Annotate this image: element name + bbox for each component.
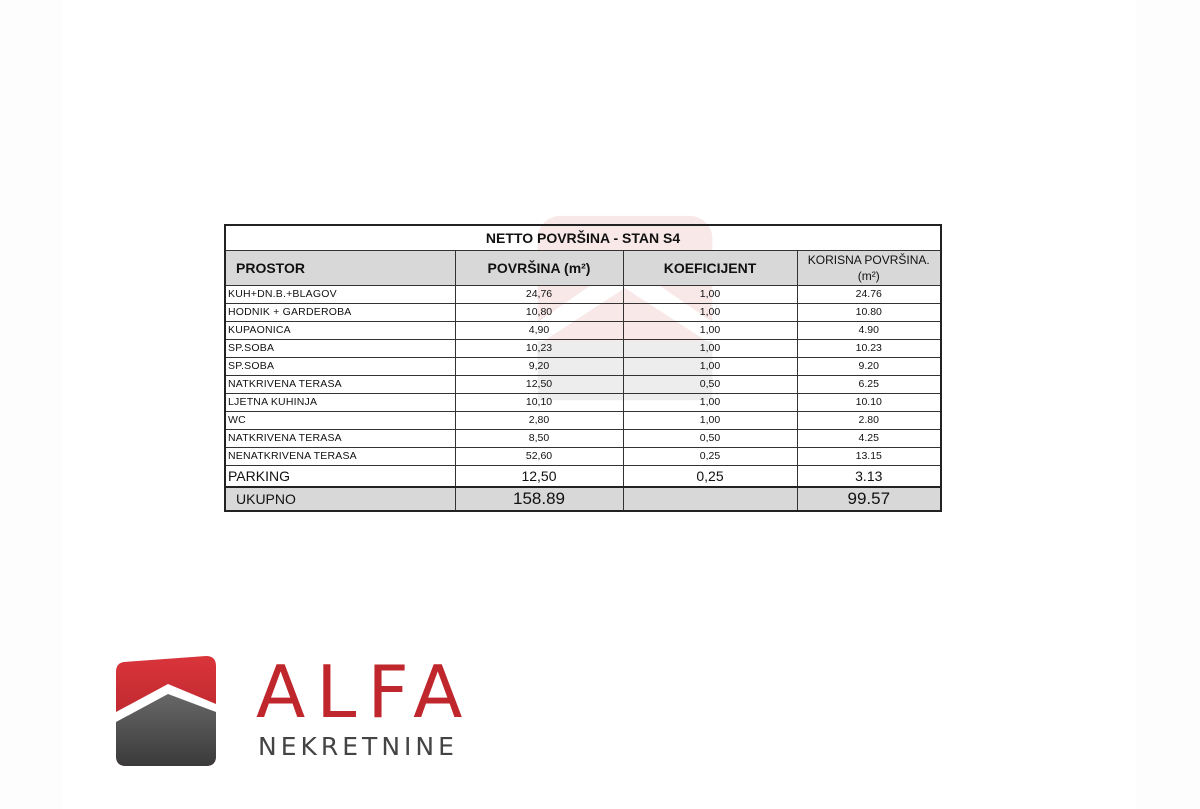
cell-povrsina: 2,80 [455, 412, 623, 430]
table-row [225, 448, 941, 466]
cell-korisna: 2.80 [797, 412, 941, 430]
house-roof-logo-icon [112, 654, 218, 768]
table-title: NETTO POVRŠINA - STAN S4 [225, 225, 941, 251]
cell-koeficijent: 1,00 [623, 358, 797, 376]
table-row [225, 394, 941, 412]
table-row [225, 412, 941, 430]
table-row [225, 430, 941, 448]
table-row [225, 376, 941, 394]
header-korisna-povrsina: KORISNA POVRŠINA. (m²) [797, 251, 941, 286]
cell-korisna: 10.10 [797, 394, 941, 412]
cell-prostor: HODNIK + GARDEROBA [225, 304, 455, 322]
cell-povrsina: 9,20 [455, 358, 623, 376]
cell-povrsina: 8,50 [455, 430, 623, 448]
cell-prostor: NATKRIVENA TERASA [225, 376, 455, 394]
total-povrsina: 158.89 [455, 487, 623, 511]
cell-koeficijent: 1,00 [623, 286, 797, 304]
cell-prostor: LJETNA KUHINJA [225, 394, 455, 412]
cell-prostor: SP.SOBA [225, 358, 455, 376]
cell-povrsina: 10,80 [455, 304, 623, 322]
cell-povrsina: 24,76 [455, 286, 623, 304]
table-header-row [225, 251, 941, 286]
cell-parking-label: PARKING [225, 466, 455, 488]
total-korisna: 99.57 [797, 487, 941, 511]
cell-koeficijent: 0,25 [623, 448, 797, 466]
cell-povrsina: 12,50 [455, 376, 623, 394]
cell-prostor: SP.SOBA [225, 340, 455, 358]
header-prostor: PROSTOR [225, 251, 455, 286]
cell-korisna: 4.90 [797, 322, 941, 340]
header-koeficijent: KOEFICIJENT [623, 251, 797, 286]
cell-koeficijent: 1,00 [623, 412, 797, 430]
total-label: UKUPNO [225, 487, 455, 511]
area-table [224, 224, 942, 512]
table-row [225, 358, 941, 376]
cell-parking-korisna: 3.13 [797, 466, 941, 488]
cell-povrsina: 10,23 [455, 340, 623, 358]
cell-koeficijent: 1,00 [623, 394, 797, 412]
table-title-row [225, 225, 941, 251]
cell-korisna: 10.23 [797, 340, 941, 358]
cell-koeficijent: 1,00 [623, 322, 797, 340]
cell-prostor: WC [225, 412, 455, 430]
table-row [225, 286, 941, 304]
cell-parking-povrsina: 12,50 [455, 466, 623, 488]
brand-name: ALFA [256, 650, 474, 734]
cell-korisna: 24.76 [797, 286, 941, 304]
cell-povrsina: 4,90 [455, 322, 623, 340]
total-row [225, 487, 941, 511]
cell-povrsina: 52,60 [455, 448, 623, 466]
cell-koeficijent: 1,00 [623, 340, 797, 358]
cell-parking-koeficijent: 0,25 [623, 466, 797, 488]
parking-row [225, 466, 941, 488]
cell-prostor: KUH+DN.B.+BLAGOV [225, 286, 455, 304]
cell-prostor: NENATKRIVENA TERASA [225, 448, 455, 466]
cell-prostor: NATKRIVENA TERASA [225, 430, 455, 448]
cell-korisna: 6.25 [797, 376, 941, 394]
cell-korisna: 4.25 [797, 430, 941, 448]
cell-koeficijent: 0,50 [623, 376, 797, 394]
cell-povrsina: 10,10 [455, 394, 623, 412]
header-povrsina: POVRŠINA (m²) [455, 251, 623, 286]
cell-koeficijent: 1,00 [623, 304, 797, 322]
cell-korisna: 10.80 [797, 304, 941, 322]
cell-koeficijent: 0,50 [623, 430, 797, 448]
brand-subtitle: NEKRETNINE [258, 732, 458, 761]
cell-korisna: 9.20 [797, 358, 941, 376]
table-row [225, 304, 941, 322]
cell-korisna: 13.15 [797, 448, 941, 466]
table-row [225, 322, 941, 340]
table-row [225, 340, 941, 358]
cell-prostor: KUPAONICA [225, 322, 455, 340]
total-koeficijent-empty [623, 487, 797, 511]
